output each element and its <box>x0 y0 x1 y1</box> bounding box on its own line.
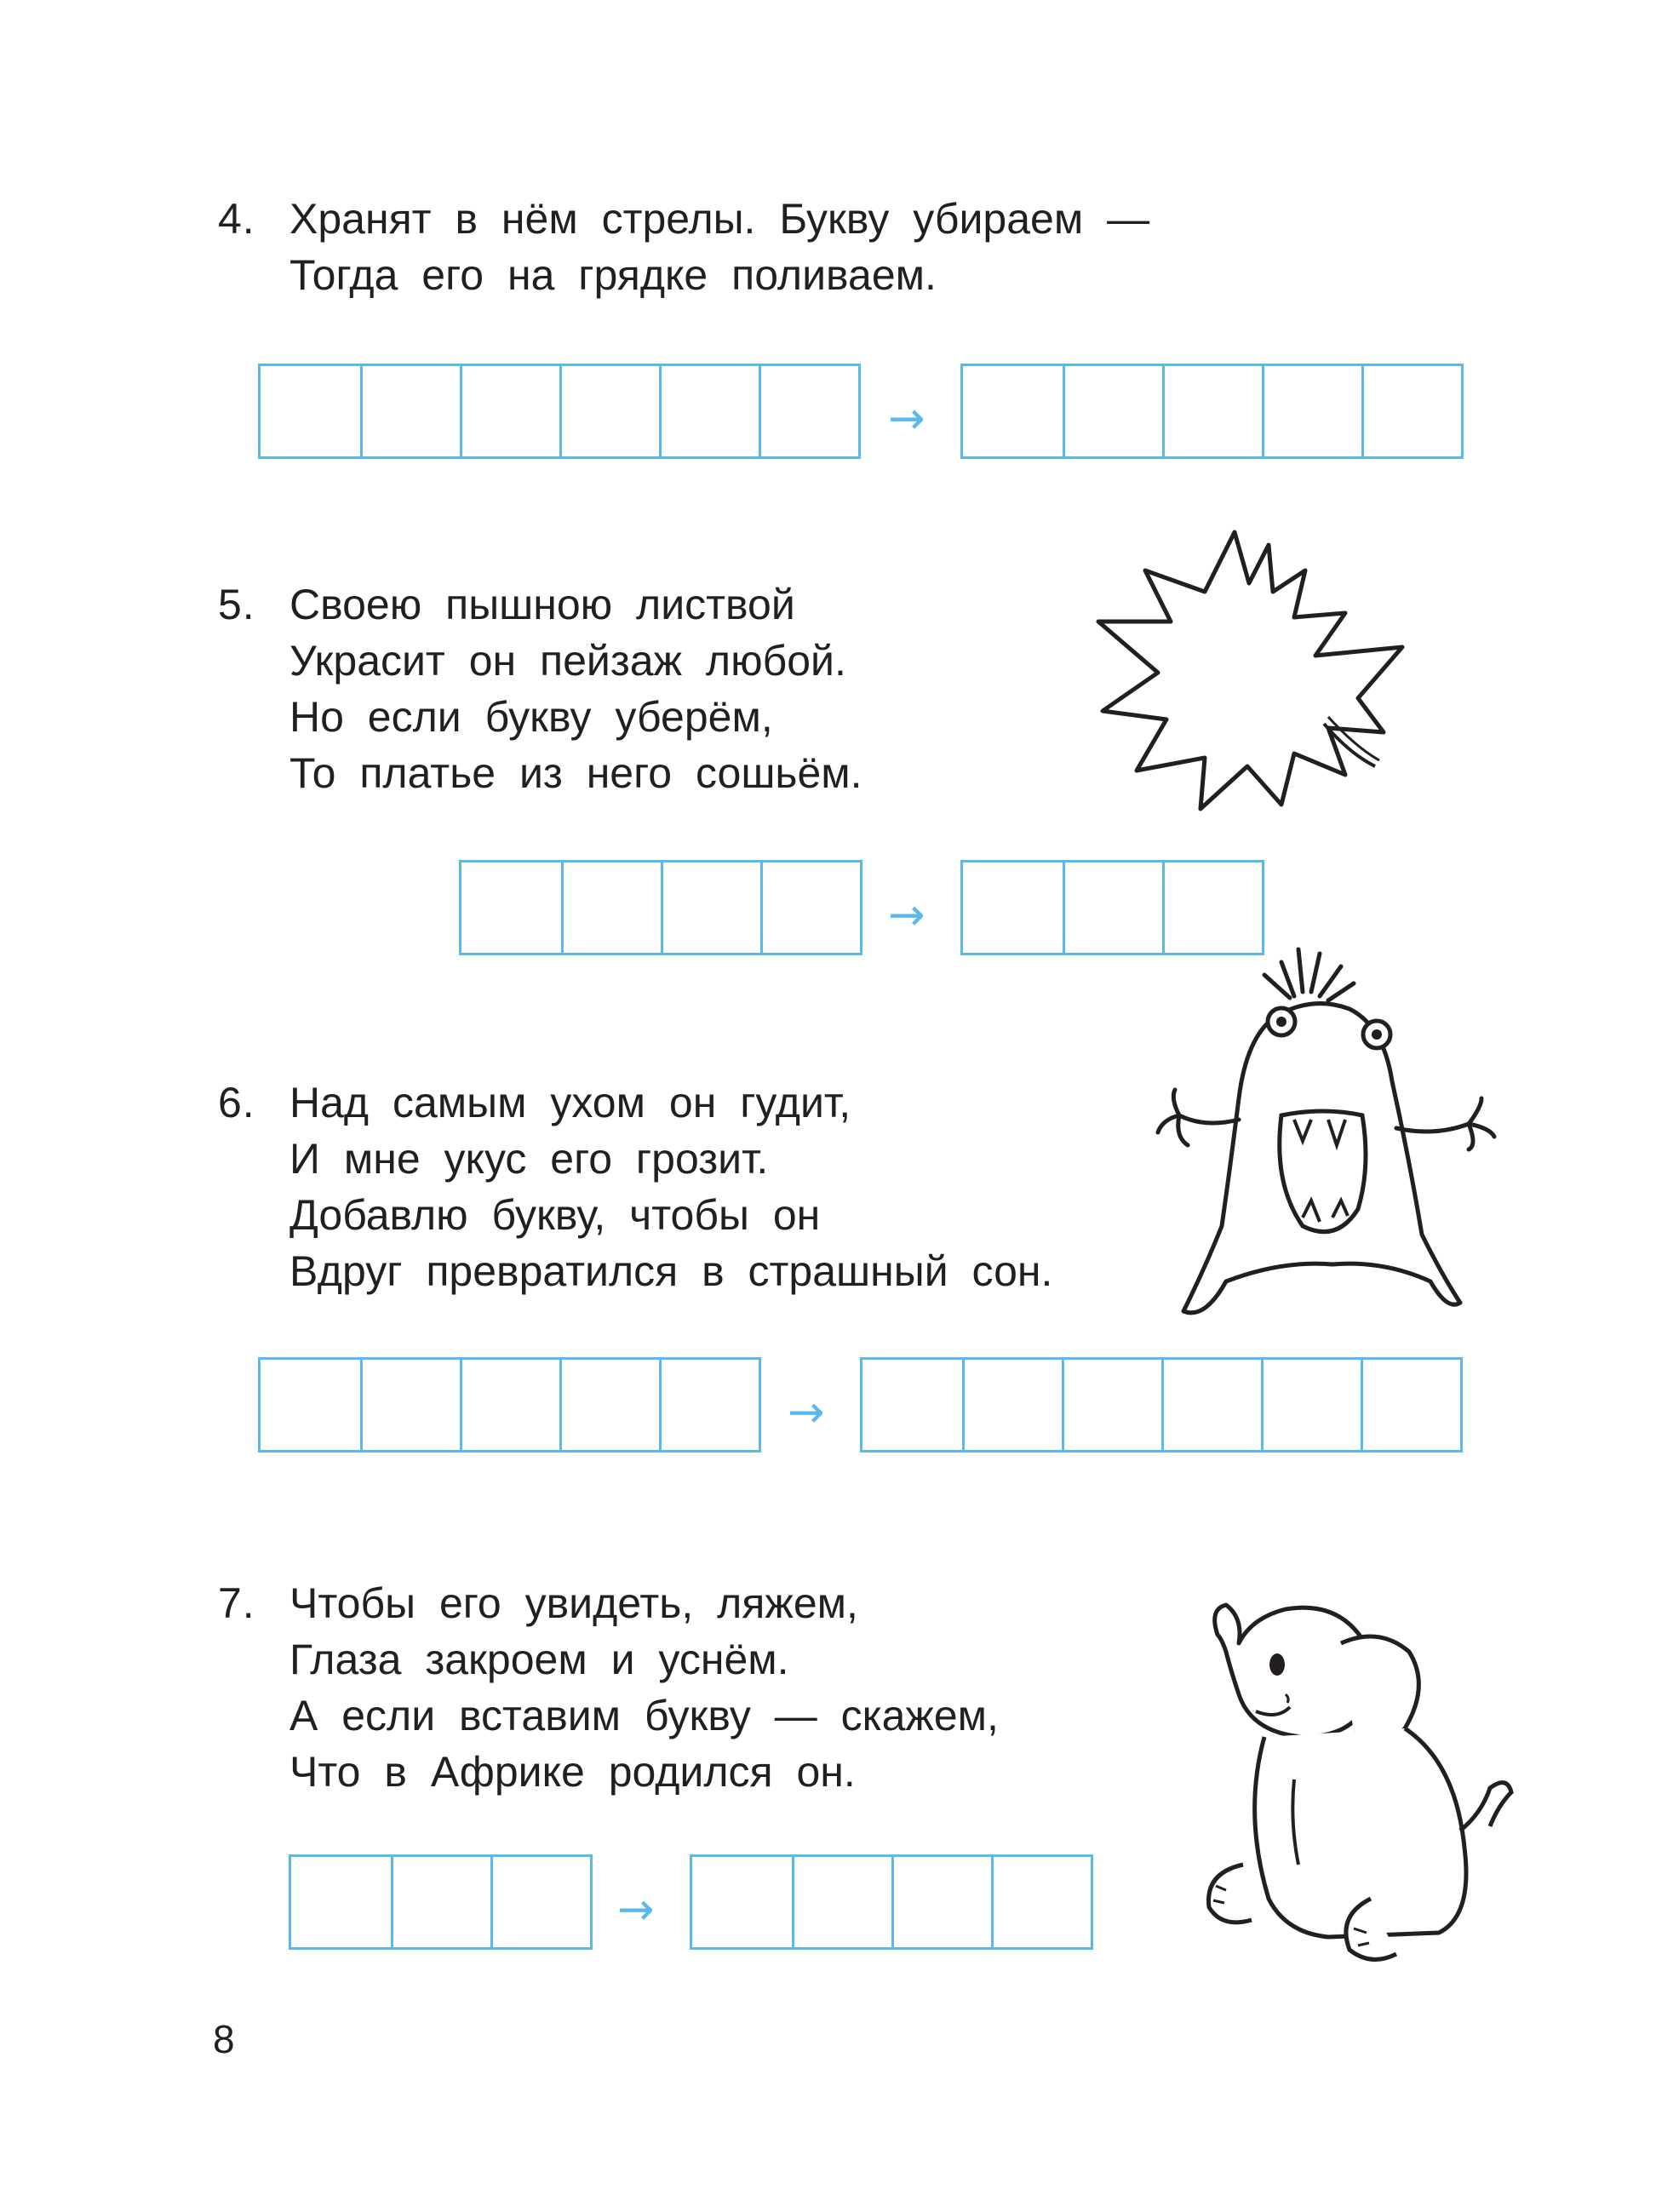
riddle-line: То платье из него сошьём. <box>289 749 862 797</box>
letter-cell[interactable] <box>659 1360 759 1450</box>
letter-cell[interactable] <box>261 366 360 456</box>
letter-cell[interactable] <box>1361 366 1461 456</box>
riddle-line: Украсит он пейзаж любой. <box>289 637 846 685</box>
riddle-number: 6. <box>218 1079 255 1126</box>
riddle-line: Добавлю букву, чтобы он <box>289 1191 821 1239</box>
riddle-text <box>289 191 1149 303</box>
letter-cell[interactable] <box>661 862 760 953</box>
maple-leaf-icon <box>1086 519 1418 839</box>
letter-cell[interactable] <box>391 1857 490 1947</box>
letter-cell[interactable] <box>1262 366 1361 456</box>
letter-cell[interactable] <box>460 1360 559 1450</box>
letter-cell[interactable] <box>1361 1360 1460 1450</box>
riddle-line: И мне укус его грозит. <box>289 1135 769 1183</box>
letter-cell[interactable] <box>490 1857 590 1947</box>
riddle-line: Тогда его на грядке поливаем. <box>289 251 937 299</box>
answer-boxes-after[interactable] <box>860 1357 1463 1453</box>
letter-cell[interactable] <box>792 1857 891 1947</box>
letter-cell[interactable] <box>291 1857 391 1947</box>
letter-cell[interactable] <box>1063 366 1162 456</box>
riddle-text <box>289 1074 1052 1299</box>
letter-cell[interactable] <box>659 366 759 456</box>
letter-cell[interactable] <box>963 862 1063 953</box>
letter-cell[interactable] <box>559 1360 659 1450</box>
letter-cell[interactable] <box>991 1857 1091 1947</box>
arrow-icon: → <box>888 890 925 941</box>
riddle-line: Глаза закроем и уснём. <box>289 1636 789 1683</box>
riddle-text <box>289 1575 999 1800</box>
letter-cell[interactable] <box>559 366 659 456</box>
letter-cell[interactable] <box>1062 1360 1161 1450</box>
letter-cell[interactable] <box>962 1360 1062 1450</box>
letter-cell[interactable] <box>1161 1360 1261 1450</box>
letter-cell[interactable] <box>1162 862 1262 953</box>
answer-boxes-before[interactable] <box>258 1357 761 1453</box>
elephant-icon <box>1192 1592 1516 1980</box>
letter-cell[interactable] <box>862 1360 962 1450</box>
page-number: 8 <box>213 2017 235 2061</box>
letter-cell[interactable] <box>261 1360 360 1450</box>
answer-boxes-after[interactable] <box>960 364 1464 459</box>
riddle-number: 4. <box>218 195 255 243</box>
riddle-text <box>289 576 862 801</box>
arrow-icon: → <box>617 1884 655 1935</box>
riddle-line: А если вставим букву — скажем, <box>289 1692 999 1739</box>
arrow-icon: → <box>788 1387 825 1438</box>
riddle-line: Своею пышною листвой <box>289 581 795 628</box>
letter-cell[interactable] <box>1063 862 1162 953</box>
monster-icon <box>1154 945 1503 1332</box>
letter-cell[interactable] <box>963 366 1063 456</box>
letter-cell[interactable] <box>561 862 661 953</box>
letter-cell[interactable] <box>1261 1360 1361 1450</box>
letter-cell[interactable] <box>891 1857 991 1947</box>
riddle-line: Хранят в нём стрелы. Букву убираем — <box>289 195 1150 243</box>
letter-cell[interactable] <box>461 862 561 953</box>
riddle-line: Чтобы его увидеть, ляжем, <box>289 1579 858 1627</box>
letter-cell[interactable] <box>1162 366 1262 456</box>
answer-boxes-before[interactable] <box>459 860 862 955</box>
riddle-line: Над самым ухом он гудит, <box>289 1079 851 1126</box>
letter-cell[interactable] <box>759 366 858 456</box>
letter-cell[interactable] <box>760 862 860 953</box>
riddle-number: 5. <box>218 581 255 628</box>
riddle-line: Вдруг превратился в страшный сон. <box>289 1247 1053 1295</box>
answer-boxes-before[interactable] <box>258 364 861 459</box>
answer-boxes-after[interactable] <box>960 860 1264 955</box>
riddle-number: 7. <box>218 1579 255 1627</box>
answer-boxes-before[interactable] <box>289 1854 593 1950</box>
answer-boxes-after[interactable] <box>690 1854 1093 1950</box>
letter-cell[interactable] <box>692 1857 792 1947</box>
letter-cell[interactable] <box>460 366 559 456</box>
letter-cell[interactable] <box>360 1360 460 1450</box>
letter-cell[interactable] <box>360 366 460 456</box>
riddle-line: Но если букву уберём, <box>289 693 773 741</box>
riddle-line: Что в Африке родился он. <box>289 1748 856 1796</box>
arrow-icon: → <box>888 393 925 444</box>
